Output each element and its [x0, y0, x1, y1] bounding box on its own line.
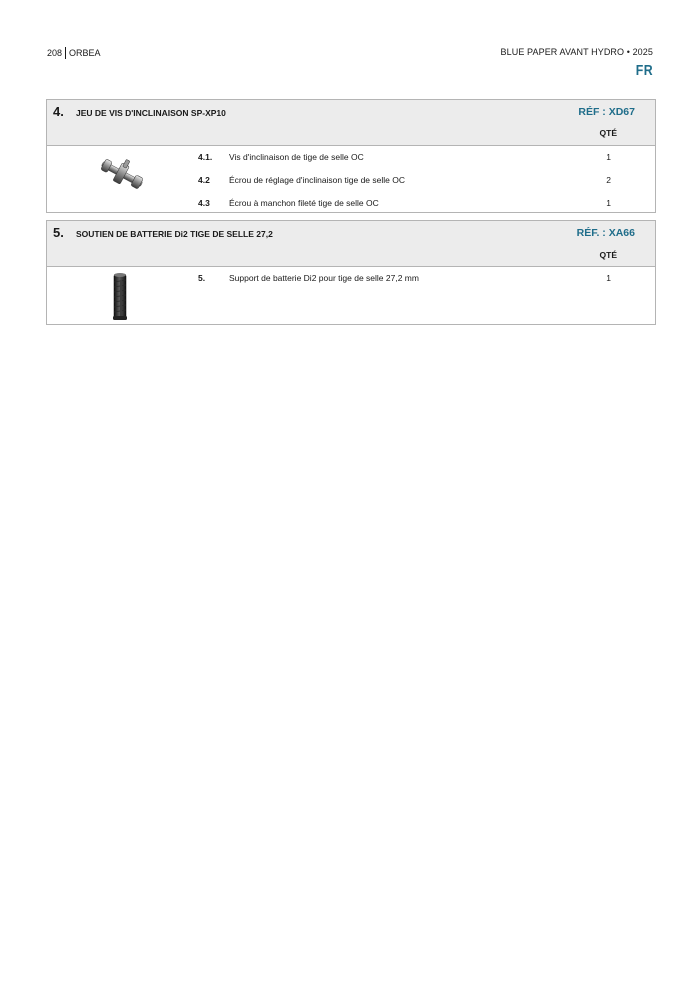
table-row [47, 198, 655, 212]
page-number: 208 [47, 48, 63, 58]
section-header [47, 100, 655, 146]
section-title: SOUTIEN DE BATTERIE Di2 TIGE DE SELLE 27,2 [76, 229, 273, 239]
item-quantity: 1 [606, 273, 611, 283]
qty-column-header: QTÉ [599, 250, 617, 260]
section-reference: RÉF : XD67 [578, 106, 635, 118]
header-left [47, 47, 101, 59]
section-title: JEU DE VIS D'INCLINAISON SP-XP10 [76, 108, 226, 118]
item-description: Écrou à manchon fileté tige de selle OC [229, 198, 379, 208]
section-5 [46, 220, 656, 325]
section-body [47, 267, 655, 324]
language-code: FR [635, 62, 653, 79]
item-code: 4.2 [198, 175, 210, 185]
item-code: 4.3 [198, 198, 210, 208]
table-row [47, 175, 655, 189]
item-quantity: 2 [606, 175, 611, 185]
item-description: Écrou de réglage d'inclinaison tige de selle OC [229, 175, 405, 185]
section-number: 5. [53, 225, 64, 240]
item-description: Vis d'inclinaison de tige de selle OC [229, 152, 364, 162]
section-reference: RÉF. : XA66 [576, 227, 635, 239]
table-row [47, 273, 655, 287]
section-4 [46, 99, 656, 213]
section-body [47, 146, 655, 212]
item-description: Support de batterie Di2 pour tige de selle 27,2 mm [229, 273, 419, 283]
page-header [47, 47, 653, 61]
item-quantity: 1 [606, 198, 611, 208]
item-code: 4.1. [198, 152, 213, 162]
section-header [47, 221, 655, 267]
item-quantity: 1 [606, 152, 611, 162]
document-title: BLUE PAPER AVANT HYDRO • 2025 [500, 47, 653, 57]
brand-name: ORBEA [69, 48, 101, 58]
table-row [47, 152, 655, 166]
header-divider [65, 47, 66, 59]
item-code: 5. [198, 273, 206, 283]
qty-column-header: QTÉ [599, 128, 617, 138]
section-number: 4. [53, 104, 64, 119]
